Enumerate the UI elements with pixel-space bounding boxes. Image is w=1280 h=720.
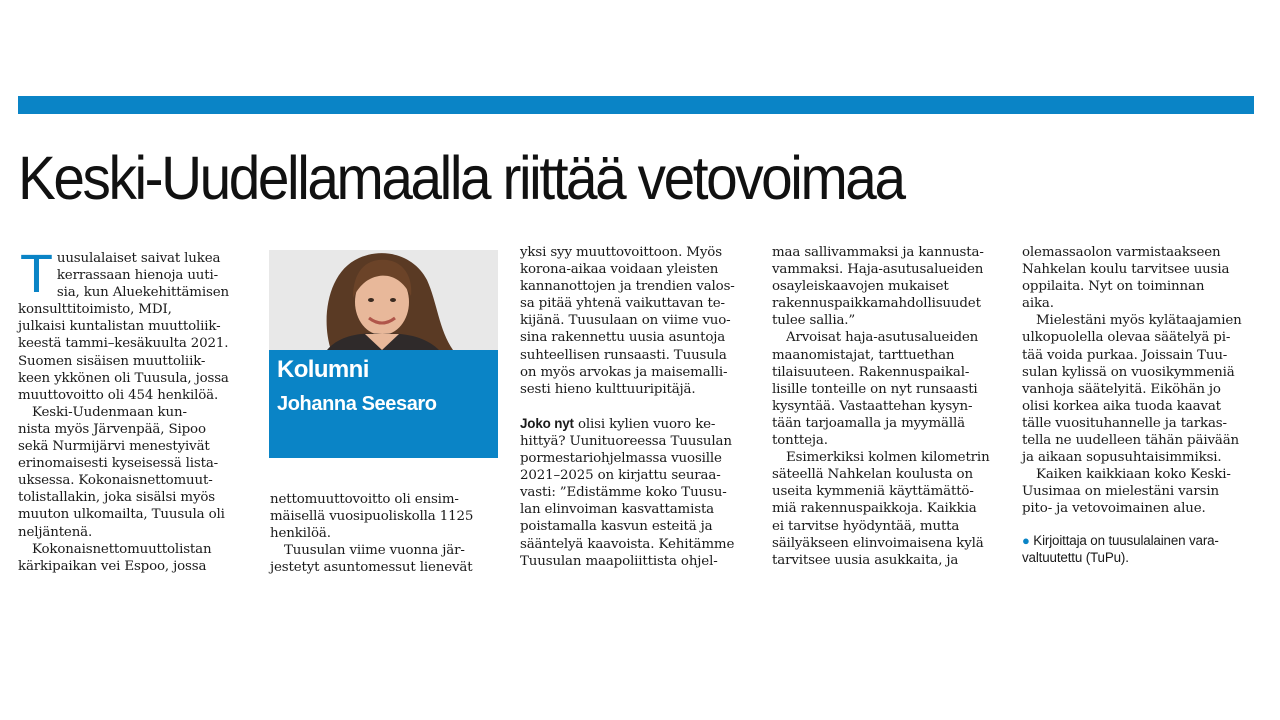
article-column-4 bbox=[772, 244, 1002, 569]
paragraph: Tuusulalaiset saivat lukea kerrassaan hienoja uuti- sia, kun Aluekehittämisen konsulttitoimisto, MDI, julkaisi kuntalistan muuttoliik- keestä tammi–kesäkuulta 2021. Suomen sisäisen muuttoliik- keen ykkönen oli Tuusula, jossa muuttovoitto oli 454 henkilöä. bbox=[18, 244, 229, 403]
paragraph: Esimerkiksi kolmen kilometrin säteellä Nahkelan koulusta on useita kymmeniä käyttämättö- miä rakennuspaikkoja. Kaikkia ei tarvitse hyödyntää, mutta säilyäkseen elinvoimaisena kylä tarvitsee uusia asukkaita, ja bbox=[772, 450, 990, 568]
paragraph: maa sallivammaksi ja kannusta- vammaksi. Haja-asutusalueiden osayleiskaavojen mukaiset rakennuspaikkamahdollisuudet tulee sallia.” bbox=[772, 245, 984, 329]
article-column-1 bbox=[18, 244, 250, 575]
top-accent-bar bbox=[18, 96, 1254, 114]
paragraph: Arvoisat haja-asutusalueiden maanomistajat, tarttuethan tilaisuuteen. Rakennuspaikal- lisille tonteille on nyt runsaasti kysyntää. Vastaattehan kysyn- tään tarjoamalla ja myymällä tontteja. bbox=[772, 330, 979, 449]
paragraph: Kokonaisnettomuuttolistan kärkipaikan vei Espoo, jossa bbox=[18, 541, 212, 574]
column-label: Kolumni bbox=[277, 356, 369, 383]
article-column-3 bbox=[520, 244, 750, 570]
paragraph: Keski-Uudenmaan kun- nista myös Järvenpää, Sipoo sekä Nurmijärvi menestyivät erinomaisesti kyseisessä lista- uksessa. Kokonaisnettomuut- tolistallakin, joka sisälsi myös muuton ulkomailta, Tuusula oli neljäntenä. bbox=[18, 404, 225, 540]
article-headline: Keski-Uudellamaalla riittää vetovoimaa bbox=[18, 144, 904, 212]
article-column-5 bbox=[1022, 244, 1258, 567]
paragraph: Mielestäni myös kylätaajamien ulkopuolella olevaa säätelyä pi- tää voida purkaa. Joissain Tuu- sulan kylissä on vuosikymmeniä vanhoja säätelyitä. Eiköhän jo olisi korkea aika tuoda kaavat tälle vuosituhannelle ja tarkas- tella ne uudelleen tähän päivään ja aikaan sopusuhtaisimmiksi. bbox=[1022, 313, 1242, 466]
paragraph: Tuusulan viime vuonna jär- jestetyt asuntomessut lienevät bbox=[270, 543, 473, 576]
paragraph: nettomuuttovoitto oli ensim- mäisellä vuosipuoliskolla 1125 henkilöä. bbox=[270, 492, 474, 542]
author-name: Johanna Seesaro bbox=[277, 393, 437, 415]
column-label-box bbox=[269, 350, 498, 458]
paragraph: Joko nyt olisi kylien vuoro ke- hittyä? Uunituoreessa Tuusulan pormestariohjelmassa vuosille 2021–2025 on kirjattu seuraa- vasti: ”Edistämme koko Tuusu- lan elinvoiman kasvattamista poistamalla kasvun esteitä ja sääntelyä kaavoista. Kehitämme Tuusulan maapoliittista ohjel- bbox=[520, 415, 735, 569]
paragraph: Kaiken kaikkiaan koko Keski- Uusimaa on mielestäni varsin pito- ja vetovoimainen alue. bbox=[1022, 467, 1231, 517]
bullet-dot-icon: ● bbox=[1022, 532, 1030, 548]
author-photo bbox=[269, 250, 498, 350]
lead-in: Joko nyt bbox=[520, 415, 574, 431]
author-portrait-icon bbox=[269, 250, 498, 350]
drop-cap: T bbox=[20, 244, 53, 304]
paragraph: olemassaolon varmistaakseen Nahkelan koulu tarvitsee uusia oppilaita. Nyt on toiminnan aika. bbox=[1022, 245, 1230, 312]
author-note: ● Kirjoittaja on tuusulalainen vara- valtuutettu (TuPu). bbox=[1022, 532, 1219, 565]
article-column-2 bbox=[270, 491, 500, 576]
paragraph: yksi syy muuttovoittoon. Myös korona-aikaa voidaan yleisten kannanottojen ja trendien valos- sa pitää yhtenä vaikuttavan te- kijänä. Tuusulaan on viime vuo- sina rakennettu uusia asuntoja suhteellisen runsaasti. Tuusula on myös arvokas ja maisemalli- sesti hieno kulttuuripitäjä. bbox=[520, 245, 735, 397]
